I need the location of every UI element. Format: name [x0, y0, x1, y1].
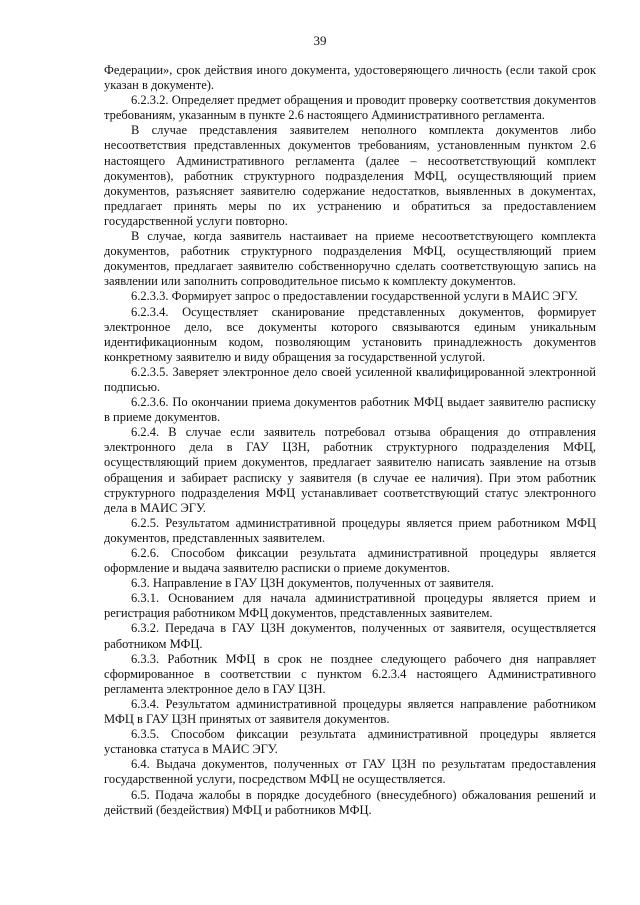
paragraph: 6.2.3.6. По окончании приема документов работник МФЦ выдает заявителю расписку в приеме документов. — [104, 395, 596, 425]
paragraph: 6.2.4. В случае если заявитель потребовал отзыва обращения до отправления электронного дела в ГАУ ЦЗН, работник структурного подразделения МФЦ, осуществляющий прием документов, предлагает заявителю написать заявление на отзыв обращения и забирает расписку у заявителя (в случае ее наличия). При этом работник структурного подразделения МФЦ устанавливает соответствующий статус электронного дела в МАИС ЭГУ. — [104, 425, 596, 515]
paragraph: 6.5. Подача жалобы в порядке досудебного (внесудебного) обжалования решений и действий (бездействия) МФЦ и работников МФЦ. — [104, 787, 596, 817]
paragraph: 6.3.2. Передача в ГАУ ЦЗН документов, полученных от заявителя, осуществляется работником МФЦ. — [104, 621, 596, 651]
paragraph: В случае, когда заявитель настаивает на приеме несоответствующего комплекта документов, работник структурного подразделения МФЦ, осуществляющий прием документов, предлагает заявителю собственноручно сделать соответствующую запись на заявлении или заполнить сопроводительное письмо к комплекту документов. — [104, 229, 596, 289]
paragraph: 6.3.4. Результатом административной процедуры является направление работником МФЦ в ГАУ ЦЗН принятых от заявителя документов. — [104, 696, 596, 727]
paragraph: 6.3.5. Способом фиксации результата административной процедуры является установка статуса в МАИС ЭГУ. — [104, 727, 596, 757]
paragraph: 6.2.3.2. Определяет предмет обращения и проводит проверку соответствия документов требованиям, указанным в пункте 2.6 настоящего Административного регламента. — [104, 93, 596, 123]
document-body — [104, 63, 596, 818]
paragraph: 6.4. Выдача документов, полученных от ГАУ ЦЗН по результатам предоставления государственной услуги, посредством МФЦ не осуществляется. — [104, 757, 596, 787]
paragraph: 6.3.1. Основанием для начала административной процедуры является прием и регистрация работником МФЦ документов, представленных заявителем. — [104, 591, 596, 621]
paragraph: Федерации», срок действия иного документа, удостоверяющего личность (если такой срок указан в документе). — [104, 63, 596, 93]
paragraph: 6.3. Направление в ГАУ ЦЗН документов, полученных от заявителя. — [131, 576, 494, 591]
paragraph: В случае представления заявителем неполного комплекта документов либо несоответствия представленных документов требованиям, установленным пунктом 2.6 настоящего Административного регламента (далее – несоответствующий комплект документов), работник структурного подразделения МФЦ, осуществляющий прием документов, разъясняет заявителю содержание недостатков, выявленных в документах, предлагает принять меры по их устранению и обратиться за предоставлением государственной услуги повторно. — [104, 123, 596, 228]
paragraph: 6.2.3.3. Формирует запрос о предоставлении государственной услуги в МАИС ЭГУ. — [131, 289, 578, 304]
paragraph: 6.2.3.4. Осуществляет сканирование представленных документов, формирует электронное дело, все документы которого связываются единым уникальным идентификационным кодом, позволяющим установить принадлежность документов конкретному заявителю и виду обращения за государственной услугой. — [104, 304, 596, 364]
page-number: 39 — [313, 33, 327, 48]
paragraph: 6.2.3.5. Заверяет электронное дело своей усиленной квалифицированной электронной подписью. — [104, 364, 596, 394]
paragraph: 6.3.3. Работник МФЦ в срок не позднее следующего рабочего дня направляет сформированное в соответствии с пунктом 6.2.3.4 настоящего Административного регламента электронное дело в ГАУ ЦЗН. — [104, 651, 596, 696]
paragraph: 6.2.6. Способом фиксации результата административной процедуры является оформление и выдача заявителю расписки о приеме документов. — [104, 546, 596, 576]
paragraph: 6.2.5. Результатом административной процедуры является прием работником МФЦ документов, представленных заявителем. — [104, 515, 596, 545]
